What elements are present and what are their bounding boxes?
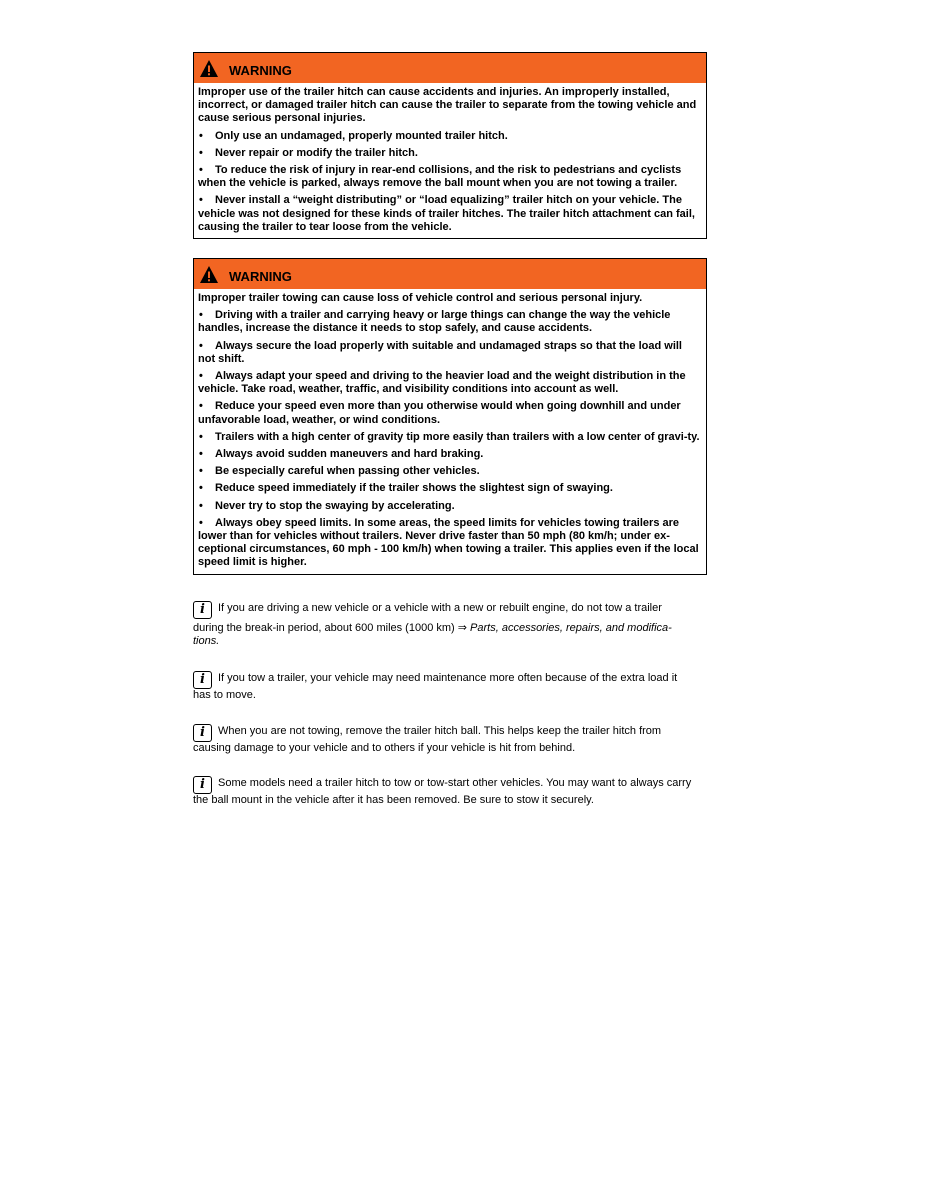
warning-item: • Always avoid sudden maneuvers and hard braking. xyxy=(198,448,701,461)
warning-item: • Reduce your speed even more than you otherwise would when going downhill and under unfavorable load, weather, or wind conditions. xyxy=(198,400,701,426)
note-text: If you are driving a new vehicle or a vehicle with a new or rebuilt engine, do not tow a trailer xyxy=(218,602,662,614)
warning-triangle-icon xyxy=(199,265,219,284)
warning-item: • Never try to stop the swaying by accelerating. xyxy=(198,500,701,513)
info-icon: i xyxy=(193,671,212,689)
info-icon: i xyxy=(193,724,212,742)
note-maintenance xyxy=(193,671,693,702)
warning-intro: Improper trailer towing can cause loss of vehicle control and serious personal injury. xyxy=(198,292,643,304)
warning-box-trailer-hitch xyxy=(193,52,707,239)
warning-item: • Driving with a trailer and carrying heavy or large things can change the way the vehicle handles, increase the distance it needs to stop safely, and cause accidents. xyxy=(198,309,701,335)
note-text: Some models need a trailer hitch to tow or tow-start other vehicles. You may want to always carry the ball mount in the vehicle after it has been removed. Be sure to stow it securely. xyxy=(193,777,692,806)
cross-reference-link[interactable]: Parts, accessories, repairs, and modifica-tions. xyxy=(193,622,672,648)
warning-item: • Always secure the load properly with suitable and undamaged straps so that the load will not shift. xyxy=(198,340,701,366)
warning-item: • Trailers with a high center of gravity tip more easily than trailers with a low center of gravi-ty. xyxy=(198,431,701,444)
warning-item: • Only use an undamaged, properly mounted trailer hitch. xyxy=(198,130,701,143)
warning-box-trailer-towing xyxy=(193,258,707,575)
warning-body xyxy=(194,83,706,238)
warning-body xyxy=(194,289,706,574)
warning-triangle-icon xyxy=(199,59,219,78)
warning-item: • To reduce the risk of injury in rear-end collisions, and the risk to pedestrians and cyclists when the vehicle is parked, always remove the ball mount when you are not towing a trailer. xyxy=(198,164,701,190)
warning-header xyxy=(194,259,706,289)
note-text: If you tow a trailer, your vehicle may need maintenance more often because of the extra load it has to move. xyxy=(193,672,678,701)
warning-item: • Reduce speed immediately if the trailer shows the slightest sign of swaying. xyxy=(198,482,701,495)
warning-item: • Always adapt your speed and driving to the heavier load and the weight distribution in the vehicle. Take road, weather, traffic, and visibility conditions into account as well. xyxy=(198,370,701,396)
warning-item: • Never install a “weight distributing” or “load equalizing” trailer hitch on your vehicle. The vehicle was not designed for these kinds of trailer hitches. The trailer hitch attachment can fail, causing the trailer to tear loose from the vehicle. xyxy=(198,194,701,234)
warning-item: • Always obey speed limits. In some areas, the speed limits for vehicles towing trailers are lower than for vehicles without trailers. Never drive faster than 50 mph (80 km/h; under ex-ceptional circumstances, 60 mph - 100 km/h) when towing a trailer. This applies even if the local speed limit is higher. xyxy=(198,517,701,570)
info-icon: i xyxy=(193,776,212,794)
warning-header xyxy=(194,53,706,83)
info-icon: i xyxy=(193,601,212,619)
note-text: during the break-in period, about 600 miles (1000 km) ⇒ xyxy=(193,622,467,634)
warning-item: • Never repair or modify the trailer hitch. xyxy=(198,147,701,160)
warning-title: WARNING xyxy=(229,269,292,284)
note-break-in xyxy=(193,601,693,648)
warning-intro: Improper use of the trailer hitch can cause accidents and injuries. An improperly installed, incorrect, or damaged trailer hitch can cause the trailer to separate from the towing vehicle and cause serious personal injuries. xyxy=(198,86,697,125)
note-ball-mount xyxy=(193,776,693,807)
warning-item: • Be especially careful when passing other vehicles. xyxy=(198,465,701,478)
note-hitch-ball xyxy=(193,724,693,755)
note-first-line xyxy=(193,601,693,619)
note-text: When you are not towing, remove the trailer hitch ball. This helps keep the trailer hitch from causing damage to your vehicle and to others if your vehicle is hit from behind. xyxy=(193,725,662,754)
note-continuation xyxy=(193,622,693,648)
warning-title: WARNING xyxy=(229,63,292,78)
